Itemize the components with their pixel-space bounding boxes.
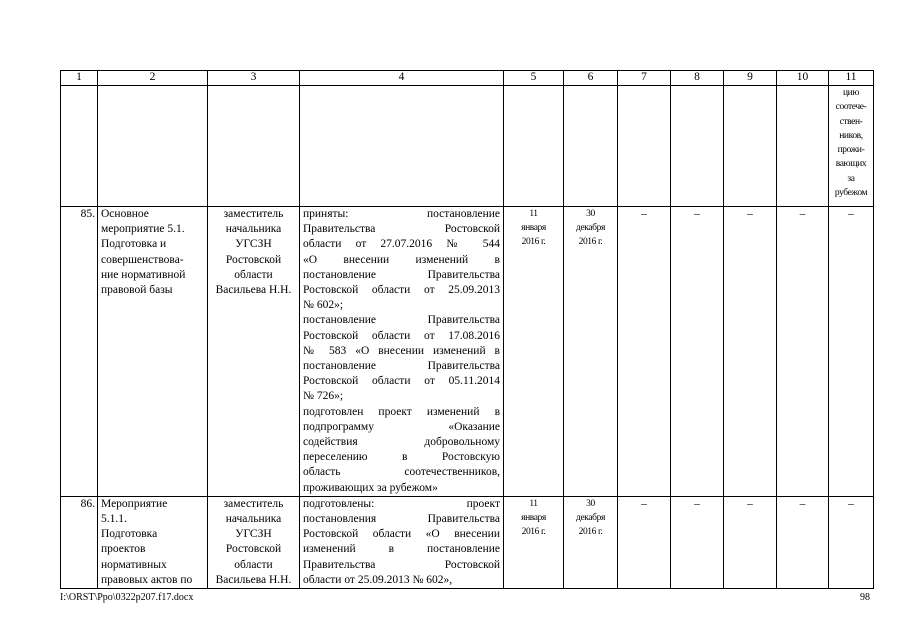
text-line: УГСЗН [235,528,272,541]
text-line: совершенствова- [101,253,184,266]
text-line: подготовлены: проект [303,497,500,510]
text-line: № 726»; [303,390,344,403]
responsible-cell [208,207,300,497]
result-cell [300,496,504,588]
column-number: 9 [724,71,777,86]
empty-cell [208,86,300,207]
text-line: Подготовка [101,528,158,541]
text-line: января [521,223,546,233]
text-line: области от 27.07.2016 № 544 [303,238,500,251]
text-line: соотече- [835,102,867,113]
empty-cell [724,86,777,207]
text-line: № 583 «О внесении изменений в [303,344,500,357]
empty-cell [504,86,564,207]
text-line: Ростовской области от 17.08.2016 [303,329,500,342]
start-date-cell [504,496,564,588]
text-line: за [847,173,855,184]
text-line: 11 [529,209,538,219]
table-row [61,496,874,588]
text-line: проживающих за рубежом» [303,481,438,494]
text-line: декабря [576,512,605,523]
text-line: Васильева Н.Н. [215,284,292,297]
text-line: ствен- [839,116,863,127]
start-date-cell [504,207,564,497]
value-cell-c11: – [829,207,874,497]
report-table [60,70,874,589]
row-number: 86. [61,496,98,588]
text-line: «О внесении изменений в [303,253,500,266]
text-line: постановление Правительства [303,268,500,281]
empty-cell [618,86,671,207]
column-number: 4 [300,71,504,86]
text-line: Правительства Ростовской [303,223,500,236]
text-line: начальника [225,223,282,236]
text-line: подпрограмму «Оказание [303,420,500,433]
continuation-row [61,86,874,207]
column-number: 10 [777,71,829,86]
text-line: Мероприятие [101,497,168,510]
column-number: 7 [618,71,671,86]
text-line: ние нормативной [101,268,186,281]
text-line: проектов [101,543,146,556]
responsible-cell [208,496,300,588]
text-line: приняты: постановление [303,208,500,220]
text-line: изменений в постановление [303,543,500,556]
value-cell-c7: – [618,496,671,588]
table-row [61,207,874,497]
result-cell [300,207,504,497]
text-line: постановление Правительства [303,314,500,327]
empty-cell [300,86,504,207]
value-cell-c7: – [618,207,671,497]
file-path: I:\ORST\Ppo\0322p207.f17.docx [60,592,194,603]
text-line: Подготовка и [101,238,167,251]
empty-cell [777,86,829,207]
empty-cell [671,86,724,207]
text-line: правовой базы [101,284,173,297]
end-date-cell [564,496,618,588]
text-line: переселению в Ростовскую [303,451,500,464]
empty-cell [98,86,208,207]
text-line: 5.1.1. [101,513,127,526]
text-line: 2016 г. [578,526,603,537]
text-line: декабря [576,223,605,233]
column-number-row [61,71,874,86]
text-line: 11 [529,498,538,509]
text-line: ников, [839,130,863,141]
text-line: УГСЗН [235,238,272,251]
text-line: 30 [586,498,595,509]
event-name-cell [98,496,208,588]
text-line: Ростовской области от 25.09.2013 [303,284,500,297]
text-line: Ростовской области от 05.11.2014 [303,375,500,388]
event-name-cell [98,207,208,497]
text-line: Ростовской [225,543,282,556]
text-line: рубежом [834,188,868,199]
text-line: постановления Правительства [303,513,500,526]
text-line: области [234,558,273,571]
text-line: Ростовской [225,253,282,266]
text-line: цию [842,88,860,98]
value-cell-c10: – [777,496,829,588]
value-cell-c8: – [671,207,724,497]
text-line: Ростовской области «О внесении [303,528,500,541]
text-line: заместитель [223,208,284,220]
column-number: 2 [98,71,208,86]
text-line: мероприятие 5.1. [101,223,185,236]
empty-cell [564,86,618,207]
text-line: правовых актов по [101,573,193,586]
value-cell-c9: – [724,496,777,588]
column-number: 1 [61,71,98,86]
text-line: января [521,512,546,523]
page-number: 98 [860,592,870,603]
column-number: 3 [208,71,300,86]
text-line: содействия добровольному [303,436,500,449]
text-line: подготовлен проект изменений в [303,405,500,418]
end-date-cell [564,207,618,497]
text-line: область соотечественников, [303,466,500,479]
text-line: области от 25.09.2013 № 602», [303,573,453,586]
column-number: 11 [829,71,874,86]
text-line: области [234,268,273,281]
text-line: 2016 г. [578,237,603,247]
value-cell-c9: – [724,207,777,497]
text-line: 30 [586,209,595,219]
value-cell-c8: – [671,496,724,588]
row-number: 85. [61,207,98,497]
text-line: № 602»; [303,299,344,312]
value-cell-c11: – [829,496,874,588]
text-line: начальника [225,513,282,526]
empty-cell [61,86,98,207]
text-line: Васильева Н.Н. [215,573,292,586]
text-line: нормативных [101,558,167,571]
text-line: постановление Правительства [303,360,500,373]
text-line: вающих [835,159,867,170]
column-number: 8 [671,71,724,86]
column-number: 6 [564,71,618,86]
text-line: прожи- [837,145,865,156]
text-line: 2016 г. [521,237,546,247]
continued-text-cell [829,86,874,207]
text-line: Основное [101,208,149,220]
text-line: 2016 г. [521,526,546,537]
text-line: Правительства Ростовской [303,558,500,571]
value-cell-c10: – [777,207,829,497]
column-number: 5 [504,71,564,86]
text-line: заместитель [223,497,284,510]
